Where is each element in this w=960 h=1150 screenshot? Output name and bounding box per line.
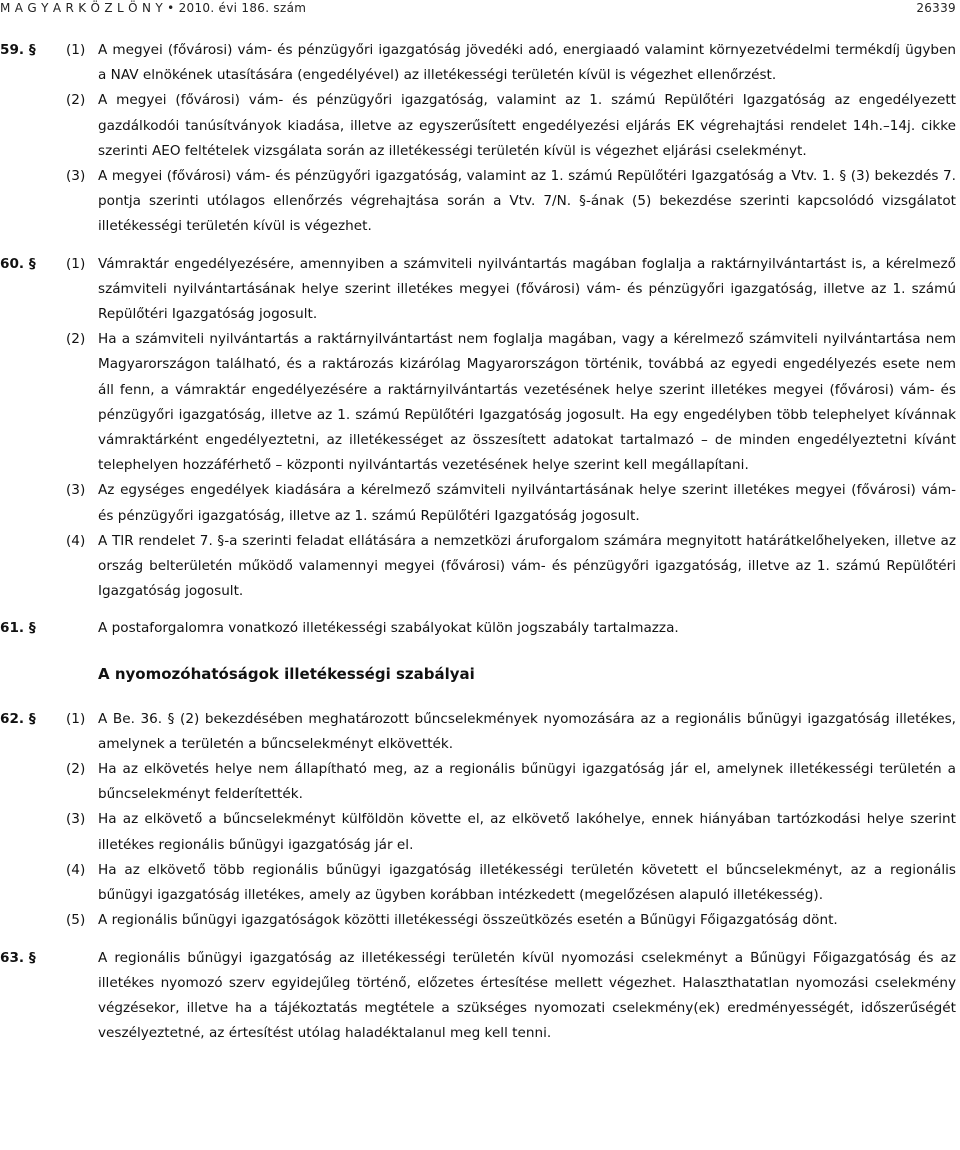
- section-number: 63. §: [0, 949, 36, 966]
- paragraph-number: (1): [66, 42, 86, 58]
- section-59: [0, 38, 956, 240]
- section-number: 62. §: [0, 710, 36, 727]
- paragraph: [66, 858, 956, 908]
- journal-title: M A G Y A R K Ö Z L Ö N Y • 2010. évi 186. szám: [0, 1, 307, 15]
- paragraph: [66, 252, 956, 328]
- paragraph-text: Az egységes engedélyek kiadására a kérelmező számviteli nyilvántartásának helye szerint illetékes megyei (fővárosi) vám- és pénzügyőri igazgatóság, illetve az 1. számú Repülőtéri Igazgatóság jogosult.: [98, 482, 956, 524]
- paragraph-text: A megyei (fővárosi) vám- és pénzügyőri igazgatóság, valamint az 1. számú Repülőtéri Igazgatóság a Vtv. 1. § (3) bekezdés 7. pontja szerinti utólagos ellenőrzés végrehajtása során a Vtv. 7/N. §-ának (5) bekezdése szerinti kapcsolódó vizsgálatot illetékességi területén kívül is végezhet.: [98, 168, 956, 235]
- section-61: [0, 616, 956, 641]
- paragraph-number: (2): [66, 761, 86, 778]
- section-63: [0, 946, 956, 1047]
- section-number: 60. §: [0, 255, 36, 272]
- paragraph: [66, 908, 956, 933]
- paragraph-number: (1): [66, 255, 86, 272]
- paragraph: [66, 164, 956, 240]
- paragraph-number: (1): [66, 710, 86, 727]
- section-62: [0, 707, 956, 934]
- paragraph: [66, 38, 956, 88]
- paragraph-text: A megyei (fővárosi) vám- és pénzügyőri igazgatóság, valamint az 1. számú Repülőtéri Igazgatóság az engedélyezett gazdálkodói tanúsítványok kiadása, illetve az egyszerűsített engedélyezési eljárás EK végrehajtási rendelet 14h.–14j. cikke szerinti AEO feltételek vizsgálata során az illetékességi területén kívül is végezhet eljárási cselekményt.: [98, 92, 956, 159]
- paragraph-number: (5): [66, 912, 86, 929]
- section-number: 61. §: [0, 620, 36, 637]
- paragraph-text: Ha a számviteli nyilvántartás a raktárnyilvántartást nem foglalja magában, vagy a kérelmező számviteli nyilvántartása nem Magyarországon található, és a raktározás kizárólag Magyarországon történik, továbbá az egyedi engedélyezés esete nem áll fenn, a vámraktár engedélyezésére a raktárnyilvántartás vezetésének helye szerint illetékes megyei (fővárosi) vám- és pénzügyőri igazgatóság, illetve az 1. számú Repülőtéri Igazgatóság jogosult. Ha egy engedélyben több telephelyet kívánnak vámraktárként engedélyeztetni, az illetékességet az összesített adatokat tartalmazó – de minden engedélyeztetni kívánt telephelyen hozzáférhető – központi nyilvántartás vezetésének helye szerint kell megállapítani.: [98, 331, 956, 474]
- paragraph: [66, 757, 956, 807]
- subtitle-heading: A nyomozóhatóságok illetékességi szabályai: [98, 664, 475, 683]
- paragraph: [66, 478, 956, 528]
- paragraph-text: A regionális bűnügyi igazgatóságok közötti illetékességi összeütközés esetén a Bűnügyi Főigazgatóság dönt.: [98, 912, 838, 929]
- paragraph-number: (4): [66, 532, 86, 549]
- paragraph-text: Ha az elkövető több regionális bűnügyi igazgatóság illetékességi területén követett el bűncselekményt, az a regionális bűnügyi igazgatóság illetékes, amely az ügyben korábban intézkedett (megelőzésen alapuló illetékesség).: [98, 861, 956, 904]
- paragraph: [66, 327, 956, 478]
- paragraph-number: (2): [66, 331, 86, 348]
- paragraph-number: (3): [66, 811, 86, 828]
- paragraph-number: (3): [66, 482, 86, 499]
- paragraph: [66, 88, 956, 164]
- paragraph: [66, 707, 956, 757]
- paragraph-text: A megyei (fővárosi) vám- és pénzügyőri igazgatóság jövedéki adó, energiaadó valamint környezetvédelmi termékdíj ügyben a NAV elnökének utasítására (engedélyével) az illetékességi területén kívül is végezhet ellenőrzést.: [98, 42, 956, 84]
- paragraph-text: Ha az elkövető a bűncselekményt külföldön követte el, az elkövető lakóhelye, ennek hiányában tartózkodási helye szerint illetékes regionális bűnügyi igazgatóság jár el.: [98, 811, 956, 853]
- paragraph: [66, 529, 956, 605]
- page-number: 26339: [916, 1, 956, 15]
- paragraph-text: Ha az elkövetés helye nem állapítható meg, az a regionális bűnügyi igazgatóság jár el, amelynek illetékességi területén a bűncselekményt felderítették.: [98, 761, 956, 803]
- paragraph-number: (4): [66, 861, 86, 878]
- paragraph-text: A Be. 36. § (2) bekezdésében meghatározott bűncselekmények nyomozására az a regionális bűnügyi igazgatóság illetékes, amelynek a területén a bűncselekményt elkövették.: [98, 710, 956, 752]
- document-body: [0, 38, 956, 1046]
- section-60: [0, 252, 956, 605]
- section-text: A regionális bűnügyi igazgatóság az illetékességi területén kívül nyomozási cselekményt a Bűnügyi Főigazgatóság és az illetékes nyomozó szerv egyidejűleg történő, előzetes értesítése mellett végezhet. Halaszthatatlan nyomozási cselekmény végzésekor, illetve ha a tájékoztatás megtétele a szükséges nyomozati cselekmény(ek) eredményességét, időszerűségét veszélyeztetné, az értesítést utólag haladéktalanul meg kell tenni.: [98, 949, 956, 1042]
- section-number: 59. §: [0, 42, 36, 58]
- paragraph-text: Vámraktár engedélyezésére, amennyiben a számviteli nyilvántartás magában foglalja a raktárnyilvántartást is, a kérelmező számviteli nyilvántartásának helye szerint illetékes megyei (fővárosi) vám- és pénzügyőri igazgatóság, illetve az 1. számú Repülőtéri Igazgatóság jogosult.: [98, 255, 956, 323]
- paragraph-text: A TIR rendelet 7. §-a szerinti feladat ellátására a nemzetközi áruforgalom számára megnyitott határátkelőhelyeken, illetve az ország belterületén működő valamennyi megyei (fővárosi) vám- és pénzügyőri igazgatóság, illetve az 1. számú Repülőtéri Igazgatóság jogosult.: [98, 532, 956, 600]
- page-header: [0, 0, 960, 18]
- paragraph-number: (2): [66, 92, 86, 109]
- paragraph: [66, 807, 956, 857]
- section-text: A postaforgalomra vonatkozó illetékességi szabályokat külön jogszabály tartalmazza.: [98, 620, 679, 637]
- paragraph-number: (3): [66, 168, 86, 185]
